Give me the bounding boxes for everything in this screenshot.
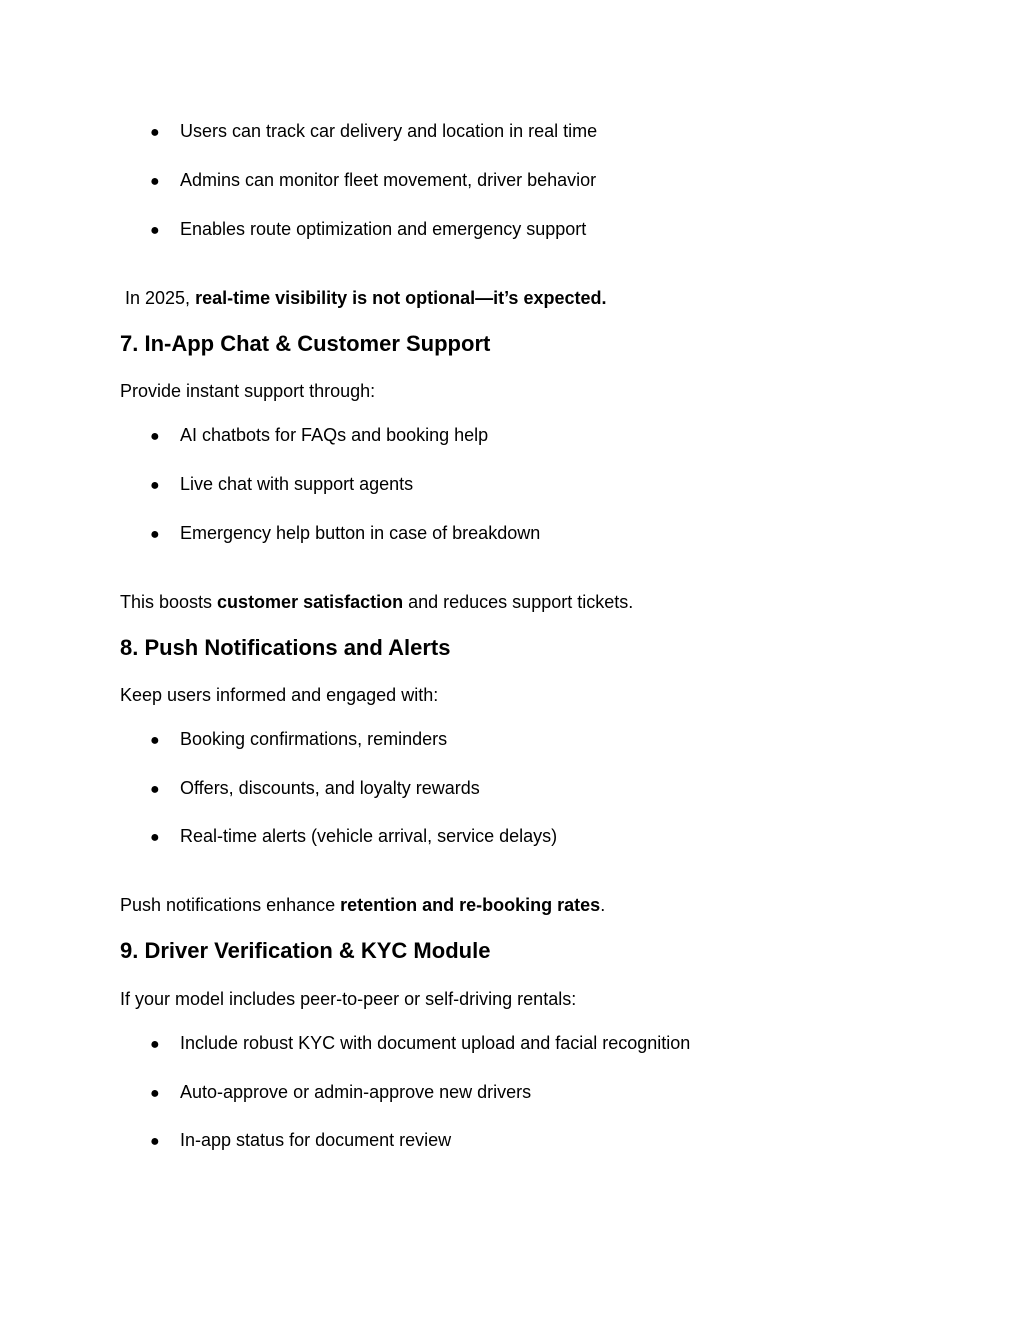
section-heading-9: 9. Driver Verification & KYC Module (120, 938, 491, 963)
summary-paragraph (125, 286, 607, 310)
bullet-icon: ● (150, 222, 160, 239)
list-item-text: Live chat with support agents (180, 474, 414, 494)
list-item (150, 727, 447, 753)
bullet-icon: ● (150, 173, 160, 190)
bullet-icon: ● (150, 1085, 160, 1102)
list-item-text: Admins can monitor fleet movement, driver behavior (180, 170, 597, 190)
summary-text: Push notifications enhance (120, 895, 341, 915)
summary-text: In 2025, (125, 288, 196, 308)
list-item (150, 217, 586, 243)
summary-emphasis: customer satisfaction (217, 592, 404, 612)
list-item (150, 168, 596, 194)
section-intro-9: If your model includes peer-to-peer or self-driving rentals: (120, 989, 577, 1009)
list-item-text: In-app status for document review (180, 1130, 452, 1150)
summary-text: . (600, 895, 606, 915)
list-item-text: Booking confirmations, reminders (180, 729, 448, 749)
summary-text: and reduces support tickets. (403, 592, 634, 612)
bullet-icon: ● (150, 829, 160, 846)
list-item (150, 119, 597, 145)
bullet-icon: ● (150, 526, 160, 543)
list-item-text: Auto-approve or admin-approve new drivers (180, 1082, 532, 1102)
list-item-text: Enables route optimization and emergency support (180, 219, 587, 239)
list-item (150, 472, 413, 498)
summary-emphasis: real-time visibility is not optional—it’s expected. (195, 288, 607, 308)
list-item-text: AI chatbots for FAQs and booking help (180, 425, 489, 445)
section-intro-7: Provide instant support through: (120, 381, 376, 401)
section-summary-7 (120, 590, 633, 614)
section-summary-8 (120, 893, 605, 917)
bullet-icon: ● (150, 732, 160, 749)
list-item (150, 1031, 690, 1057)
list-item-text: Include robust KYC with document upload and facial recognition (180, 1033, 691, 1053)
bullet-icon: ● (150, 781, 160, 798)
list-item-text: Real-time alerts (vehicle arrival, service delays) (180, 826, 558, 846)
list-item (150, 1128, 451, 1154)
summary-text: This boosts (120, 592, 218, 612)
bullet-icon: ● (150, 477, 160, 494)
list-item (150, 824, 557, 850)
section-intro-8: Keep users informed and engaged with: (120, 685, 439, 705)
bullet-icon: ● (150, 428, 160, 445)
section-heading-7: 7. In-App Chat & Customer Support (120, 331, 491, 356)
bullet-icon: ● (150, 124, 160, 141)
list-item (150, 521, 540, 547)
bullet-icon: ● (150, 1036, 160, 1053)
list-item-text: Emergency help button in case of breakdown (180, 523, 541, 543)
list-item-text: Offers, discounts, and loyalty rewards (180, 778, 480, 798)
list-item (150, 776, 480, 802)
section-heading-8: 8. Push Notifications and Alerts (120, 635, 451, 660)
list-item-text: Users can track car delivery and location in real time (180, 121, 598, 141)
list-item (150, 423, 488, 449)
bullet-icon: ● (150, 1133, 160, 1150)
list-item (150, 1080, 531, 1106)
summary-emphasis: retention and re-booking rates (340, 895, 601, 915)
